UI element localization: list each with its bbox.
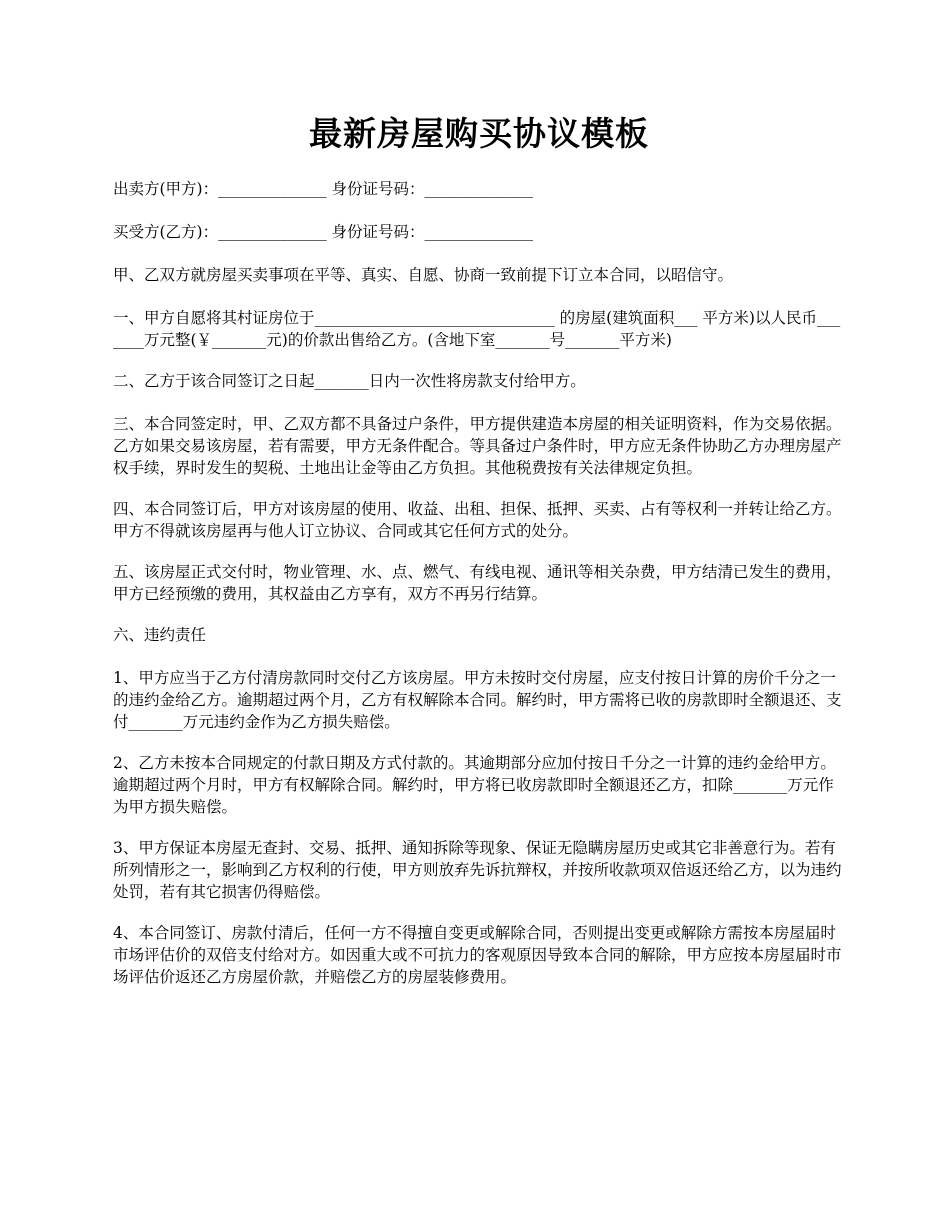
clause-6-heading: 六、违约责任 xyxy=(113,626,207,644)
preamble: 甲、乙双方就房屋买卖事项在平等、真实、自愿、协商一致前提下订立本合同，以昭信守。 xyxy=(113,266,734,284)
clause-1: 一、甲方自愿将其村证房位于_______________________________ 的房屋(建筑面积___ 平方米)以人民币_______万元整(￥_______元)的价款出售给乙方。(含地下室_______号_______平方米) xyxy=(113,309,841,349)
breach-item-4: 4、本合同签订、房款付清后，任何一方不得擅自变更或解除合同，否则提出变更或解除方需按本房屋届时市场评估价的双倍支付给对方。如因重大或不可抗力的客观原因导致本合同的解除，甲方应按本房屋届时市场评估价返还乙方房屋价款，并赔偿乙方的房屋装修费用。 xyxy=(113,924,842,986)
document-page xyxy=(113,112,845,1007)
seller-line: 出卖方(甲方)：______________ 身份证号码：______________ xyxy=(113,180,534,198)
clause-4: 四、本合同签订后，甲方对该房屋的使用、收益、出租、担保、抵押、买卖、占有等权利一并转让给乙方。甲方不得就该房屋再与他人订立协议、合同或其它任何方式的处分。 xyxy=(113,500,842,540)
breach-item-1: 1、甲方应当于乙方付清房款同时交付乙方该房屋。甲方未按时交付房屋，应支付按日计算的房价千分之一的违约金给乙方。逾期超过两个月，乙方有权解除本合同。解约时，甲方需将已收的房款即时全额退还、支付_______万元违约金作为乙方损失赔偿。 xyxy=(113,669,842,731)
breach-item-2: 2、乙方未按本合同规定的付款日期及方式付款的。其逾期部分应加付按日千分之一计算的违约金给甲方。逾期超过两个月时，甲方有权解除合同。解约时，甲方将已收房款即时全额退还乙方，扣除_______万元作为甲方损失赔偿。 xyxy=(113,754,836,816)
clause-5: 五、该房屋正式交付时，物业管理、水、点、燃气、有线电视、通讯等相关杂费，甲方结清已发生的费用，甲方已经预缴的费用，其权益由乙方享有，双方不再另行结算。 xyxy=(113,563,842,603)
clause-3: 三、本合同签定时，甲、乙双方都不具备过户条件，甲方提供建造本房屋的相关证明资料，作为交易依据。乙方如果交易该房屋，若有需要，甲方无条件配合。等具备过户条件时，甲方应无条件协助乙方办理房屋产权手续，界时发生的契税、土地出让金等由乙方负担。其他税费按有关法律规定负担。 xyxy=(113,415,842,477)
page-title: 最新房屋购买协议模板 xyxy=(309,114,649,153)
breach-item-3: 3、甲方保证本房屋无查封、交易、抵押、通知拆除等现象、保证无隐瞒房屋历史或其它非善意行为。若有所列情形之一，影响到乙方权利的行使，甲方则放弃先诉抗辩权，并按所收款项双倍返还给乙方，以为违约处罚，若有其它损害仍得赔偿。 xyxy=(113,839,842,901)
buyer-line: 买受方(乙方)：______________ 身份证号码：______________ xyxy=(113,223,534,241)
clause-2: 二、乙方于该合同签订之日起_______日内一次性将房款支付给甲方。 xyxy=(113,372,586,390)
